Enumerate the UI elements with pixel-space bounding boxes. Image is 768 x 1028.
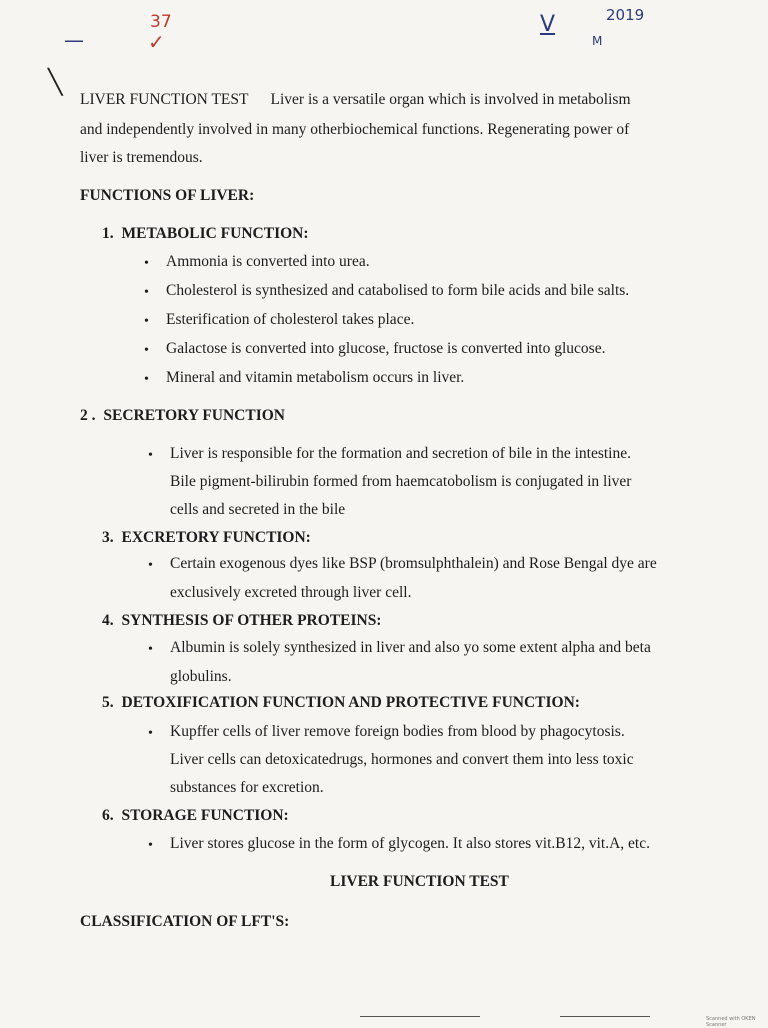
section-number: 6. <box>102 807 114 824</box>
list-item-line: Liver cells can detoxicatedrugs, hormones and convert them into less toxic <box>170 751 634 768</box>
list-item-line: exclusively excreted through liver cell. <box>170 584 412 601</box>
bullet-dot: • <box>144 372 149 387</box>
section-5-heading <box>102 695 580 711</box>
section-4-heading <box>102 613 381 629</box>
handwritten-year: 2019 <box>606 6 645 24</box>
handwritten-initials: M <box>592 34 603 48</box>
section-3-heading <box>102 530 311 546</box>
list-item-line: Certain exogenous dyes like BSP (bromsulphthalein) and Rose Bengal dye are <box>170 555 657 572</box>
bullet-dot: • <box>148 558 153 573</box>
list-item-line: cells and secreted in the bile <box>170 501 346 518</box>
list-item-line: globulins. <box>170 668 232 685</box>
bullet-dot: • <box>148 838 153 853</box>
handwritten-slash-mark: ╲ <box>48 68 63 96</box>
intro-line-2: and independently involved in many otherbiochemical functions. Regenerating power of <box>80 121 630 138</box>
bullet-dot: • <box>148 448 153 463</box>
intro-text-1: Liver is a versatile organ which is involved in metabolism <box>270 91 631 108</box>
list-item: Ammonia is converted into urea. <box>166 253 370 270</box>
section-number: 1. <box>102 225 114 242</box>
bullet-dot: • <box>144 285 149 300</box>
bullet-dot: • <box>144 256 149 271</box>
list-item: Cholesterol is synthesized and catabolised to form bile acids and bile salts. <box>166 282 630 299</box>
intro-line-1 <box>80 92 631 108</box>
list-item-line: substances for excretion. <box>170 779 324 796</box>
list-item-line: Liver is responsible for the formation and secretion of bile in the intestine. <box>170 445 631 462</box>
list-item: Esterification of cholesterol takes place. <box>166 311 415 328</box>
section-number: 4. <box>102 612 114 629</box>
section-title: DETOXIFICATION FUNCTION AND PROTECTIVE FUNCTION: <box>121 694 580 711</box>
scanner-watermark: Scanned with OKEN Scanner <box>706 1016 756 1028</box>
handwritten-check-icon: ✓ <box>148 30 165 54</box>
bottom-edge-line <box>560 1016 650 1017</box>
section-number: 2 . <box>80 407 96 424</box>
section-2-heading <box>80 408 285 424</box>
section-1-heading <box>102 226 309 242</box>
handwritten-dash: — <box>64 28 84 52</box>
functions-heading: FUNCTIONS OF LIVER: <box>80 187 255 204</box>
list-item: Galactose is converted into glucose, fructose is converted into glucose. <box>166 340 606 357</box>
bullet-dot: • <box>144 343 149 358</box>
list-item: Liver stores glucose in the form of glycogen. It also stores vit.B12, vit.A, etc. <box>170 835 650 852</box>
list-item-line: Kupffer cells of liver remove foreign bodies from blood by phagocytosis. <box>170 723 625 740</box>
intro-line-3: liver is tremendous. <box>80 149 203 166</box>
section-number: 3. <box>102 529 114 546</box>
section-title: METABOLIC FUNCTION: <box>121 225 309 242</box>
handwritten-roman-numeral: V <box>540 12 556 37</box>
bottom-edge-line <box>360 1016 480 1017</box>
section-number: 5. <box>102 694 114 711</box>
bullet-dot: • <box>144 314 149 329</box>
section-title: SECRETORY FUNCTION <box>103 407 285 424</box>
bullet-dot: • <box>148 726 153 741</box>
classification-heading: CLASSIFICATION OF LFT'S: <box>80 913 290 930</box>
section-title: SYNTHESIS OF OTHER PROTEINS: <box>121 612 382 629</box>
section-title: EXCRETORY FUNCTION: <box>121 529 311 546</box>
section-title: STORAGE FUNCTION: <box>121 807 289 824</box>
lft-heading: LIVER FUNCTION TEST <box>330 873 509 890</box>
list-item-line: Bile pigment-bilirubin formed from haemcatobolism is conjugated in liver <box>170 473 632 490</box>
section-6-heading <box>102 808 289 824</box>
intro-heading: LIVER FUNCTION TEST <box>80 91 249 108</box>
list-item-line: Albumin is solely synthesized in liver and also yo some extent alpha and beta <box>170 639 651 656</box>
list-item: Mineral and vitamin metabolism occurs in liver. <box>166 369 465 386</box>
bullet-dot: • <box>148 642 153 657</box>
handwritten-number: 37 <box>150 12 172 32</box>
